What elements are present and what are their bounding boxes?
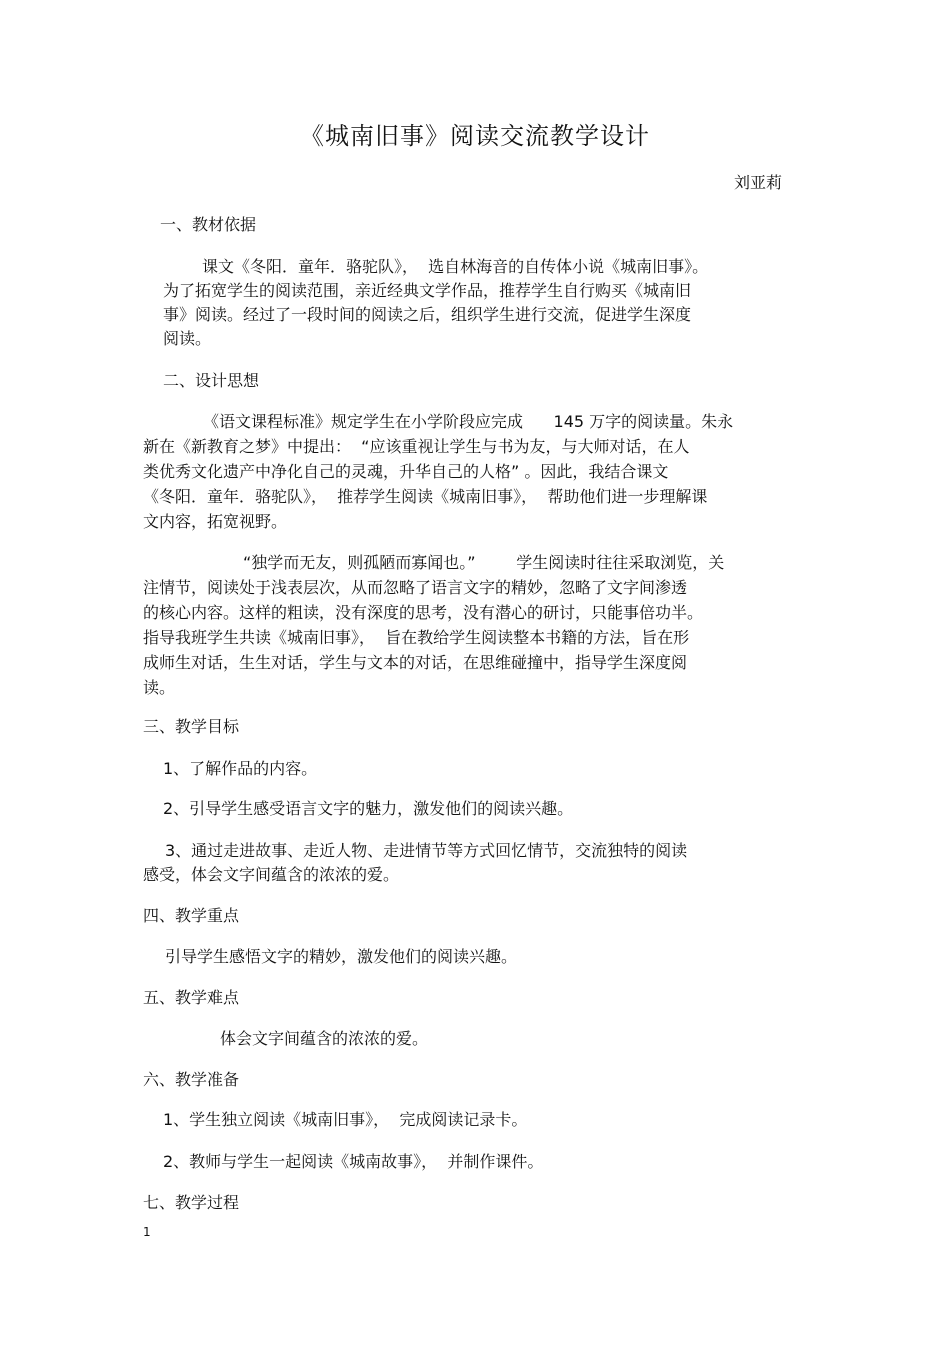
list-item: 1、学生独立阅读《城南旧事》， 完成阅读记录卡。 <box>163 1110 528 1129</box>
author-name: 刘亚莉 <box>734 173 783 192</box>
paragraph-line: 事》阅读。经过了一段时间的阅读之后，组织学生进行交流，促进学生深度 <box>163 305 692 324</box>
section-heading-difficulties: 五、教学难点 <box>143 988 240 1007</box>
section-heading-key-points: 四、教学重点 <box>143 906 240 925</box>
section-heading-design: 二、设计思想 <box>163 371 260 390</box>
section-heading-process: 七、教学过程 <box>143 1193 240 1212</box>
section-heading-objectives: 三、教学目标 <box>143 717 240 736</box>
paragraph-line: 指导我班学生共读《城南旧事》， 旨在教给学生阅读整本书籍的方法，旨在形 <box>143 628 690 647</box>
paragraph-line: 课文《冬阳．童年．骆驼队》， 选自林海音的自传体小说《城南旧事》。 <box>202 257 709 276</box>
paragraph-line: 读。 <box>143 678 176 697</box>
list-item: 1、了解作品的内容。 <box>163 759 318 778</box>
paragraph-line: 注情节，阅读处于浅表层次，从而忽略了语言文字的精妙，忽略了文字间渗透 <box>143 578 688 597</box>
list-item-continued: 感受，体会文字间蕴含的浓浓的爱。 <box>143 865 400 884</box>
paragraph-line: 的核心内容。这样的粗读，没有深度的思考，没有潜心的研讨，只能事倍功半。 <box>143 603 704 622</box>
paragraph-line: 成师生对话，生生对话，学生与文本的对话，在思维碰撞中，指导学生深度阅 <box>143 653 688 672</box>
paragraph-line: 为了拓宽学生的阅读范围，亲近经典文学作品，推荐学生自行购买《城南旧 <box>163 281 692 300</box>
paragraph-line: 体会文字间蕴含的浓浓的爱。 <box>220 1029 429 1048</box>
paragraph-line: 《冬阳．童年．骆驼队》， 推荐学生阅读《城南旧事》， 帮助他们进一步理解课 <box>143 487 708 506</box>
paragraph-line: 类优秀文化遗产中净化自己的灵魂，升华自己的人格” 。因此，我结合课文 <box>143 462 669 481</box>
list-item: 2、引导学生感受语言文字的魅力，激发他们的阅读兴趣。 <box>163 799 574 818</box>
paragraph-line: 新在《新教育之梦》中提出： “应该重视让学生与书为友，与大师对话，在人 <box>143 437 690 456</box>
document-title: 《城南旧事》阅读交流教学设计 <box>300 122 650 150</box>
page-number: 1 <box>143 1225 151 1239</box>
section-heading-materials: 一、教材依据 <box>160 215 257 234</box>
paragraph-line: 《语文课程标准》规定学生在小学阶段应完成 145 万字的阅读量。朱永 <box>203 412 734 431</box>
paragraph-line: 引导学生感悟文字的精妙，激发他们的阅读兴趣。 <box>165 947 518 966</box>
section-heading-preparation: 六、教学准备 <box>143 1070 240 1089</box>
paragraph-line: 文内容，拓宽视野。 <box>143 512 288 531</box>
paragraph-line: “独学而无友，则孤陋而寡闻也。” 学生阅读时往往采取浏览，关 <box>243 553 725 572</box>
list-item: 3、通过走进故事、走近人物、走进情节等方式回忆情节，交流独特的阅读 <box>165 841 688 860</box>
list-item: 2、教师与学生一起阅读《城南故事》， 并制作课件。 <box>163 1152 544 1171</box>
paragraph-line: 阅读。 <box>163 329 212 348</box>
